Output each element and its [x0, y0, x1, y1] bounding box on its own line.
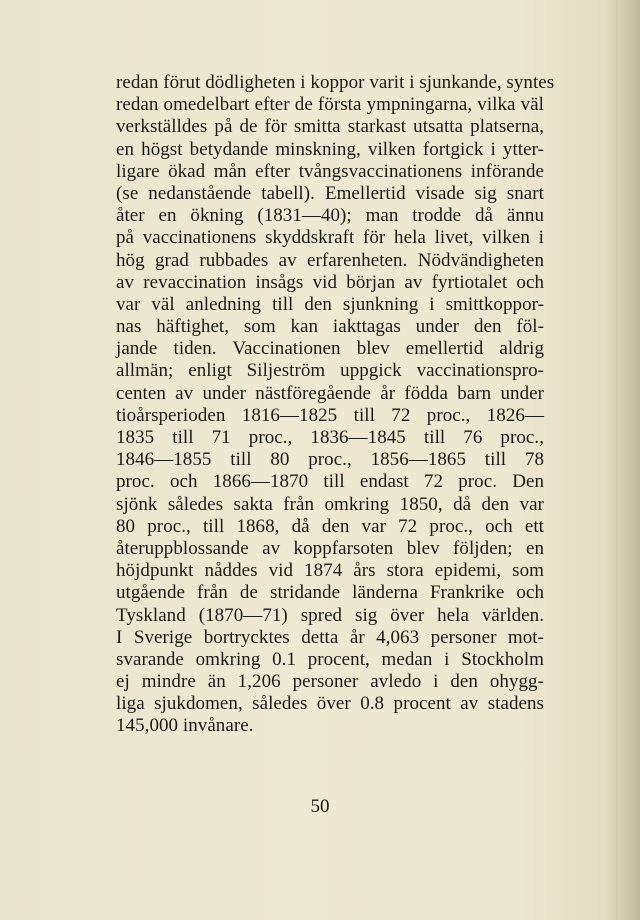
text-line: verkställdes på de för smitta starkast utsatta platserna, — [116, 116, 544, 138]
text-line: en högst betydande minskning, vilken fortgick i ytter- — [116, 138, 544, 160]
text-line: redan omedelbart efter de första ympningarna, vilka väl — [116, 94, 544, 116]
text-line: ligare ökad mån efter tvångsvaccinationens införande — [116, 160, 544, 182]
text-line: 145,000 invånare. — [116, 715, 254, 737]
text-line: 1846—1855 till 80 proc., 1856—1865 till 78 — [116, 449, 544, 471]
text-line: 1835 till 71 proc., 1836—1845 till 76 proc., — [116, 427, 544, 448]
text-line: 80 proc., till 1868, då den var 72 proc., och ett — [116, 515, 544, 537]
body-text — [116, 72, 555, 738]
page-fold-line — [616, 0, 618, 920]
page-number: 50 — [310, 796, 330, 817]
text-line: utgående från de stridande länderna Frankrike och — [116, 582, 544, 604]
text-line: hög grad rubbades av erfarenheten. Nödvändigheten — [116, 249, 544, 271]
text-line: var väl anledning till den sjunkning i smittkoppor- — [116, 293, 544, 315]
text-line: (se nedanstående tabell). Emellertid visade sig snart — [116, 182, 544, 204]
text-line: på vaccinationens skyddskraft för hela livet, vilken i — [116, 227, 544, 249]
text-line: allmän; enligt Siljeström uppgick vaccinationspro- — [116, 360, 544, 382]
text-line: centen av under nästföregående år födda barn under — [116, 382, 544, 404]
text-line: sjönk således sakta från omkring 1850, då den var — [116, 493, 544, 515]
text-line: återuppblossande av koppfarsoten blev följden; en — [116, 537, 544, 559]
text-line: I Sverige bortrycktes detta år 4,063 personer mot- — [116, 626, 544, 648]
text-line: redan förut dödligheten i koppor varit i sjunkande, syntes — [116, 72, 555, 93]
page-edge-shadow — [606, 0, 640, 920]
text-line: av revaccination insågs vid början av fyrtiotalet och — [116, 271, 544, 293]
text-line: svarande omkring 0.1 procent, medan i Stockholm — [116, 648, 544, 670]
text-line: höjdpunkt nåddes vid 1874 års stora epidemi, som — [116, 560, 544, 582]
text-line: ej mindre än 1,206 personer avledo i den ohygg- — [116, 671, 544, 693]
text-line: proc. och 1866—1870 till endast 72 proc. Den — [116, 471, 544, 493]
text-line: åter en ökning (1831—40); man trodde då ännu — [116, 205, 544, 227]
text-line: tioårsperioden 1816—1825 till 72 proc., 1826— — [116, 404, 544, 426]
text-line: nas häftighet, som kan iakttagas under den föl- — [116, 316, 544, 338]
text-line: Tyskland (1870—71) spred sig över hela världen. — [116, 604, 544, 626]
text-line: liga sjukdomen, således över 0.8 procent av stadens — [116, 693, 544, 715]
text-line: jande tiden. Vaccinationen blev emellertid aldrig — [116, 338, 544, 360]
